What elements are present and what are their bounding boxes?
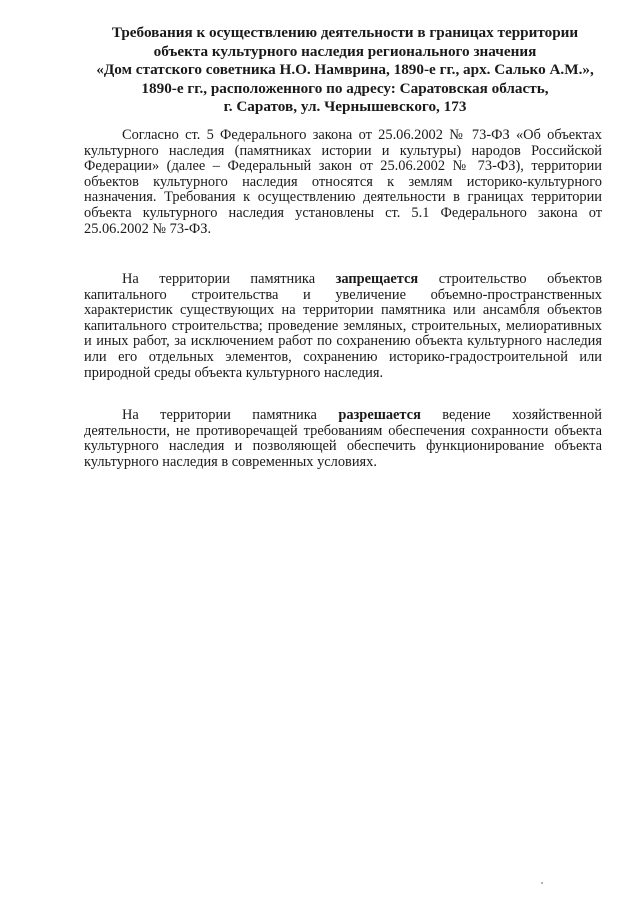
paragraph-lead: На территории памятника [122, 271, 336, 287]
title-line: «Дом статского советника Н.О. Намврина, 1890-е гг., арх. Салько А.М.», [96, 61, 594, 79]
title-line: Требования к осуществлению деятельности в границах территории [111, 24, 579, 41]
scan-speck [541, 882, 543, 884]
keyword-prohibited: запрещается [335, 271, 419, 287]
paragraph-permitted [84, 408, 602, 470]
title-line: 1890-е гг., расположенного по адресу: Саратовская область, [141, 79, 549, 97]
paragraph-legal-basis: Согласно ст. 5 Федерального закона от 25.06.2002 № 73-ФЗ «Об объектах культурного наследия (памятниках истории и культуры) народов Российской Федерации» (далее – Федеральный закон от 25.06.2002 № 73-ФЗ), территории объектов культурного наследия относятся к землям историко-культурного назначения. Требования к осуществлению деятельности в границах территории объекта культурного наследия установлены ст. 5.1 Федерального закона от 25.06.2002 № 73-ФЗ. [84, 127, 602, 237]
document-title [70, 24, 620, 117]
title-line: объекта культурного наследия регионального значения [153, 42, 537, 60]
paragraph-prohibited [84, 272, 602, 381]
keyword-permitted: разрешается [338, 407, 421, 423]
title-line: г. Саратов, ул. Чернышевского, 173 [223, 98, 467, 116]
paragraph-lead: На территории памятника [122, 407, 339, 423]
paragraph-rest: ведение хозяйственной деятельности, не противоречащей требованиям обеспечения сохранности объекта культурного наследия и позволяющей обеспечить функционирование объекта культурного наследия в современных условиях. [84, 407, 602, 470]
paragraph-rest: строительство объектов капитального строительства и увеличение объемно-пространственных характеристик существующих на территории памятника или ансамбля объектов капитального строительства; проведение земляных, строительных, мелиоративных и иных работ, за исключением работ по сохранению объекта культурного наследия или его отдельных элементов, сохранению историко-градостроительной или природной среды объекта культурного наследия. [84, 271, 602, 381]
